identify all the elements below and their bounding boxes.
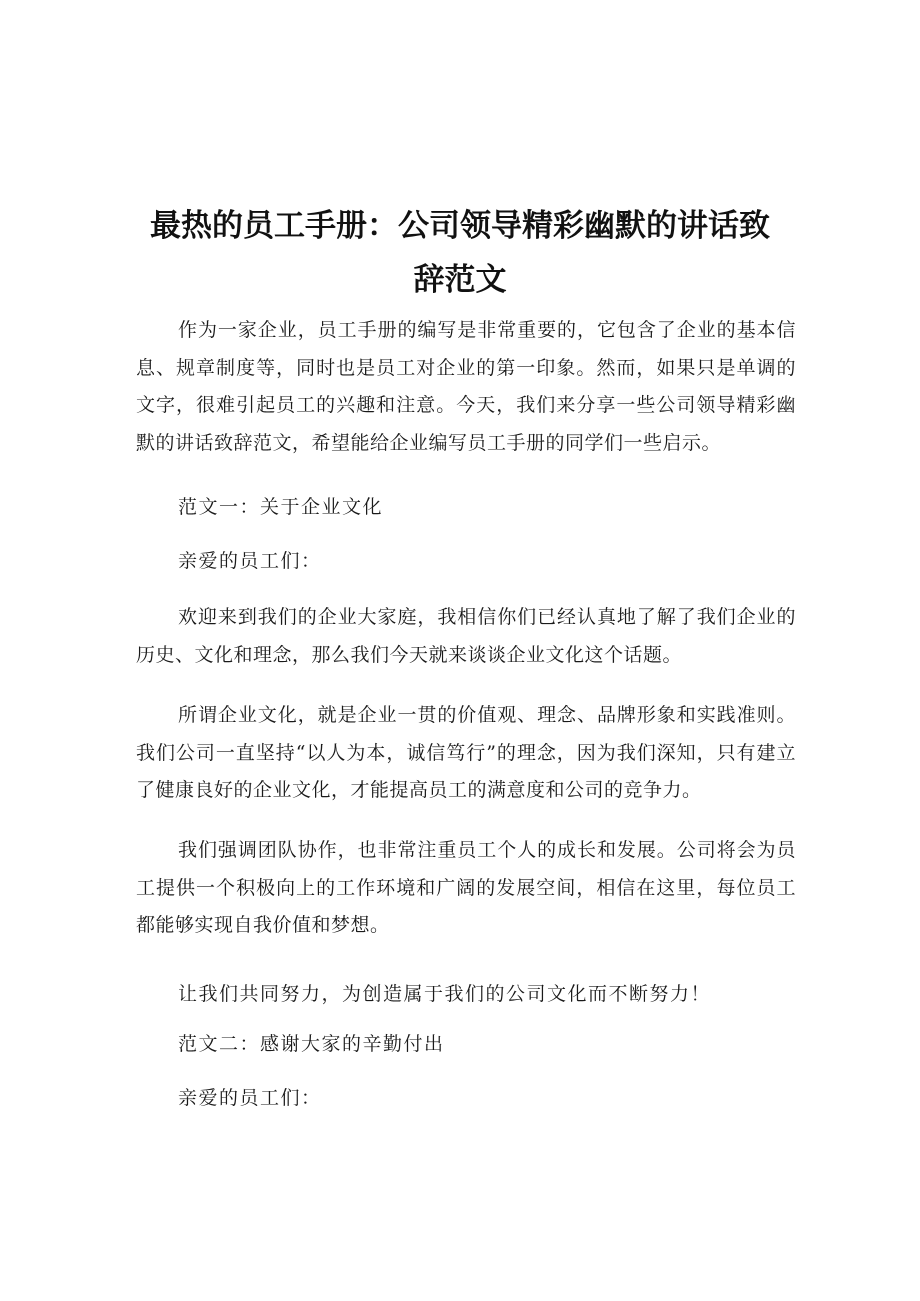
section1-greeting: 亲爱的员工们：	[178, 550, 322, 572]
document-title-line1: 最热的员工手册：公司领导精彩幽默的讲话致	[150, 208, 770, 244]
section2-heading: 范文二：感谢大家的辛勤付出	[178, 1033, 445, 1055]
section1-paragraph-2: 所谓企业文化，就是企业一贯的价值观、理念、品牌形象和实践准则。我们公司一直坚持“以人为本，诚信笃行”的理念，因为我们深知，只有建立了健康良好的企业文化，才能提高员工的满意度和公司的竞争力。	[136, 704, 796, 801]
section1-paragraph-1: 欢迎来到我们的企业大家庭，我相信你们已经认真地了解了我们企业的历史、文化和理念，那么我们今天就来谈谈企业文化这个话题。	[136, 606, 796, 666]
intro-paragraph: 作为一家企业，员工手册的编写是非常重要的，它包含了企业的基本信息、规章制度等，同时也是员工对企业的第一印象。然而，如果只是单调的文字，很难引起员工的兴趣和注意。今天，我们来分享一些公司领导精彩幽默的讲话致辞范文，希望能给企业编写员工手册的同学们一些启示。	[136, 319, 796, 454]
section1-closing: 让我们共同努力，为创造属于我们的公司文化而不断努力！	[178, 983, 712, 1005]
section1-heading: 范文一：关于企业文化	[178, 496, 384, 518]
document-title-line2: 辞范文	[413, 262, 507, 298]
section2-greeting: 亲爱的员工们：	[178, 1087, 322, 1109]
section1-paragraph-3: 我们强调团队协作，也非常注重员工个人的成长和发展。公司将会为员工提供一个积极向上的工作环境和广阔的发展空间，相信在这里，每位员工都能够实现自我价值和梦想。	[136, 839, 796, 936]
